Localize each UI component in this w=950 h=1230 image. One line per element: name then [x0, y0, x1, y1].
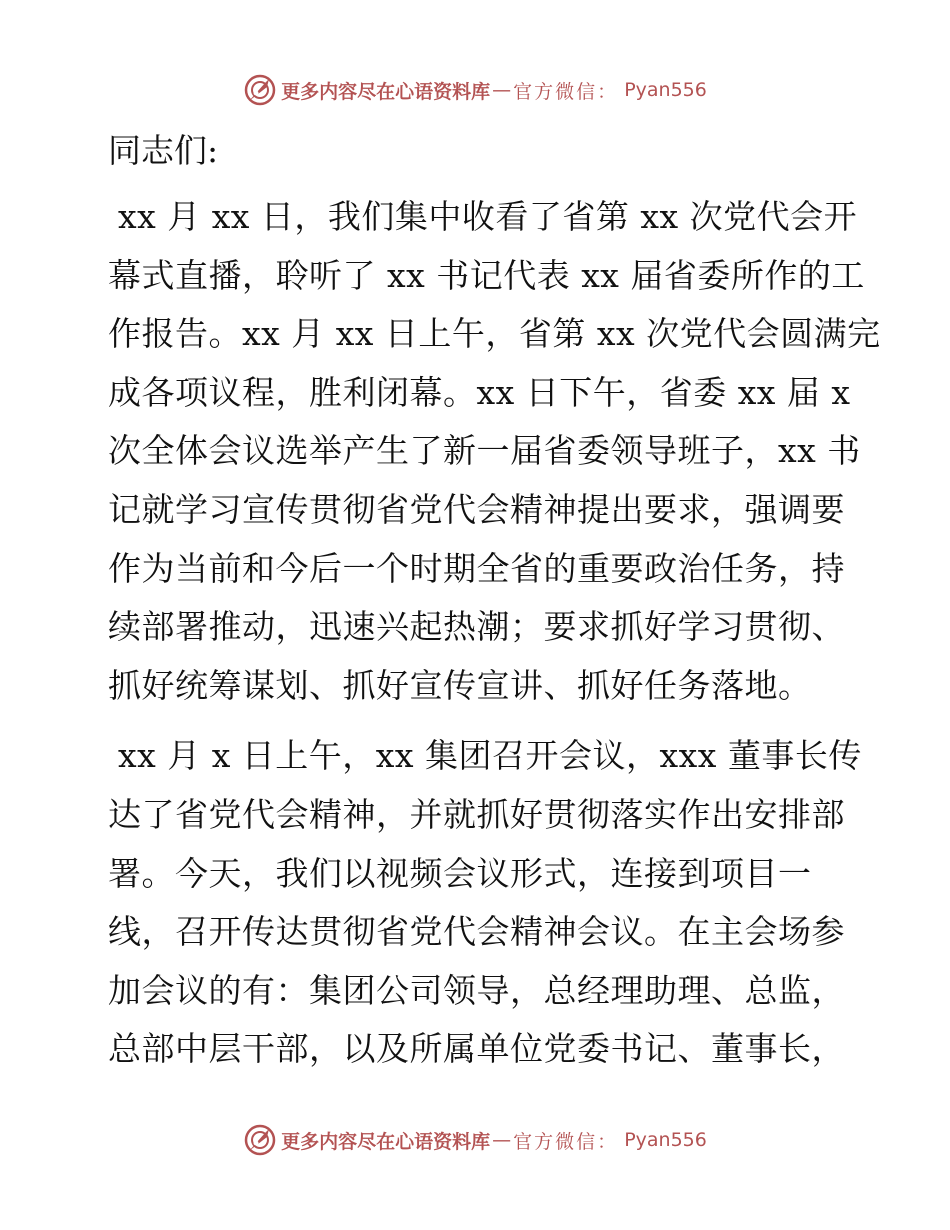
text-line: 总部中层干部，以及所属单位党委书记、董事长， [108, 1029, 845, 1069]
text-line: 加会议的有：集团公司领导，总经理助理、总监， [108, 970, 845, 1010]
text-line: 记就学习宣传贯彻省党代会精神提出要求，强调要 [108, 489, 845, 529]
text-line: 达了省党代会精神，并就抓好贯彻落实作出安排部 [108, 794, 845, 834]
watermark-main-text: 更多内容尽在心语资料库 [281, 1130, 491, 1153]
watermark-header [0, 70, 950, 110]
paragraph-1 [98, 188, 881, 715]
quill-pen-icon [243, 1123, 277, 1157]
watermark-separator: — [492, 1129, 512, 1151]
text-line: 续部署推动，迅速兴起热潮；要求抓好学习贯彻、 [108, 607, 845, 647]
watermark-official-label: 官方微信： [513, 80, 619, 103]
watermark-wechat-id: Pyan556 [624, 79, 707, 101]
text-line: 署。今天，我们以视频会议形式，连接到项目一 [108, 853, 812, 893]
text-line: xx 月 x 日上午，xx 集团召开会议，xxx 董事长传 [118, 736, 862, 776]
text-line: 抓好统筹谋划、抓好宣传宣讲、抓好任务落地。 [108, 665, 812, 705]
text-line: xx 月 xx 日，我们集中收看了省第 xx 次党代会开 [118, 197, 858, 236]
document-body [98, 122, 881, 1091]
quill-pen-icon [243, 73, 277, 107]
text-line: 作报告。xx 月 xx 日上午，省第 xx 次党代会圆满完 [108, 314, 881, 354]
watermark-official-label: 官方微信： [513, 1130, 619, 1153]
watermark-separator: — [492, 79, 512, 101]
salutation: 同志们: [108, 131, 219, 170]
text-line: 线，召开传达贯彻省党代会精神会议。在主会场参 [108, 912, 845, 952]
watermark-main-text: 更多内容尽在心语资料库 [281, 80, 491, 103]
text-line: 幕式直播，聆听了 xx 书记代表 xx 届省委所作的工 [108, 255, 865, 295]
paragraph-2 [98, 727, 862, 1079]
text-line: 作为当前和今后一个时期全省的重要政治任务，持 [108, 548, 845, 588]
watermark-footer [0, 1120, 950, 1160]
text-line: 次全体会议选举产生了新一届省委领导班子，xx 书 [108, 431, 861, 471]
text-line: 成各项议程，胜利闭幕。xx 日下午，省委 xx 届 x [108, 372, 851, 412]
watermark-wechat-id: Pyan556 [624, 1129, 707, 1151]
